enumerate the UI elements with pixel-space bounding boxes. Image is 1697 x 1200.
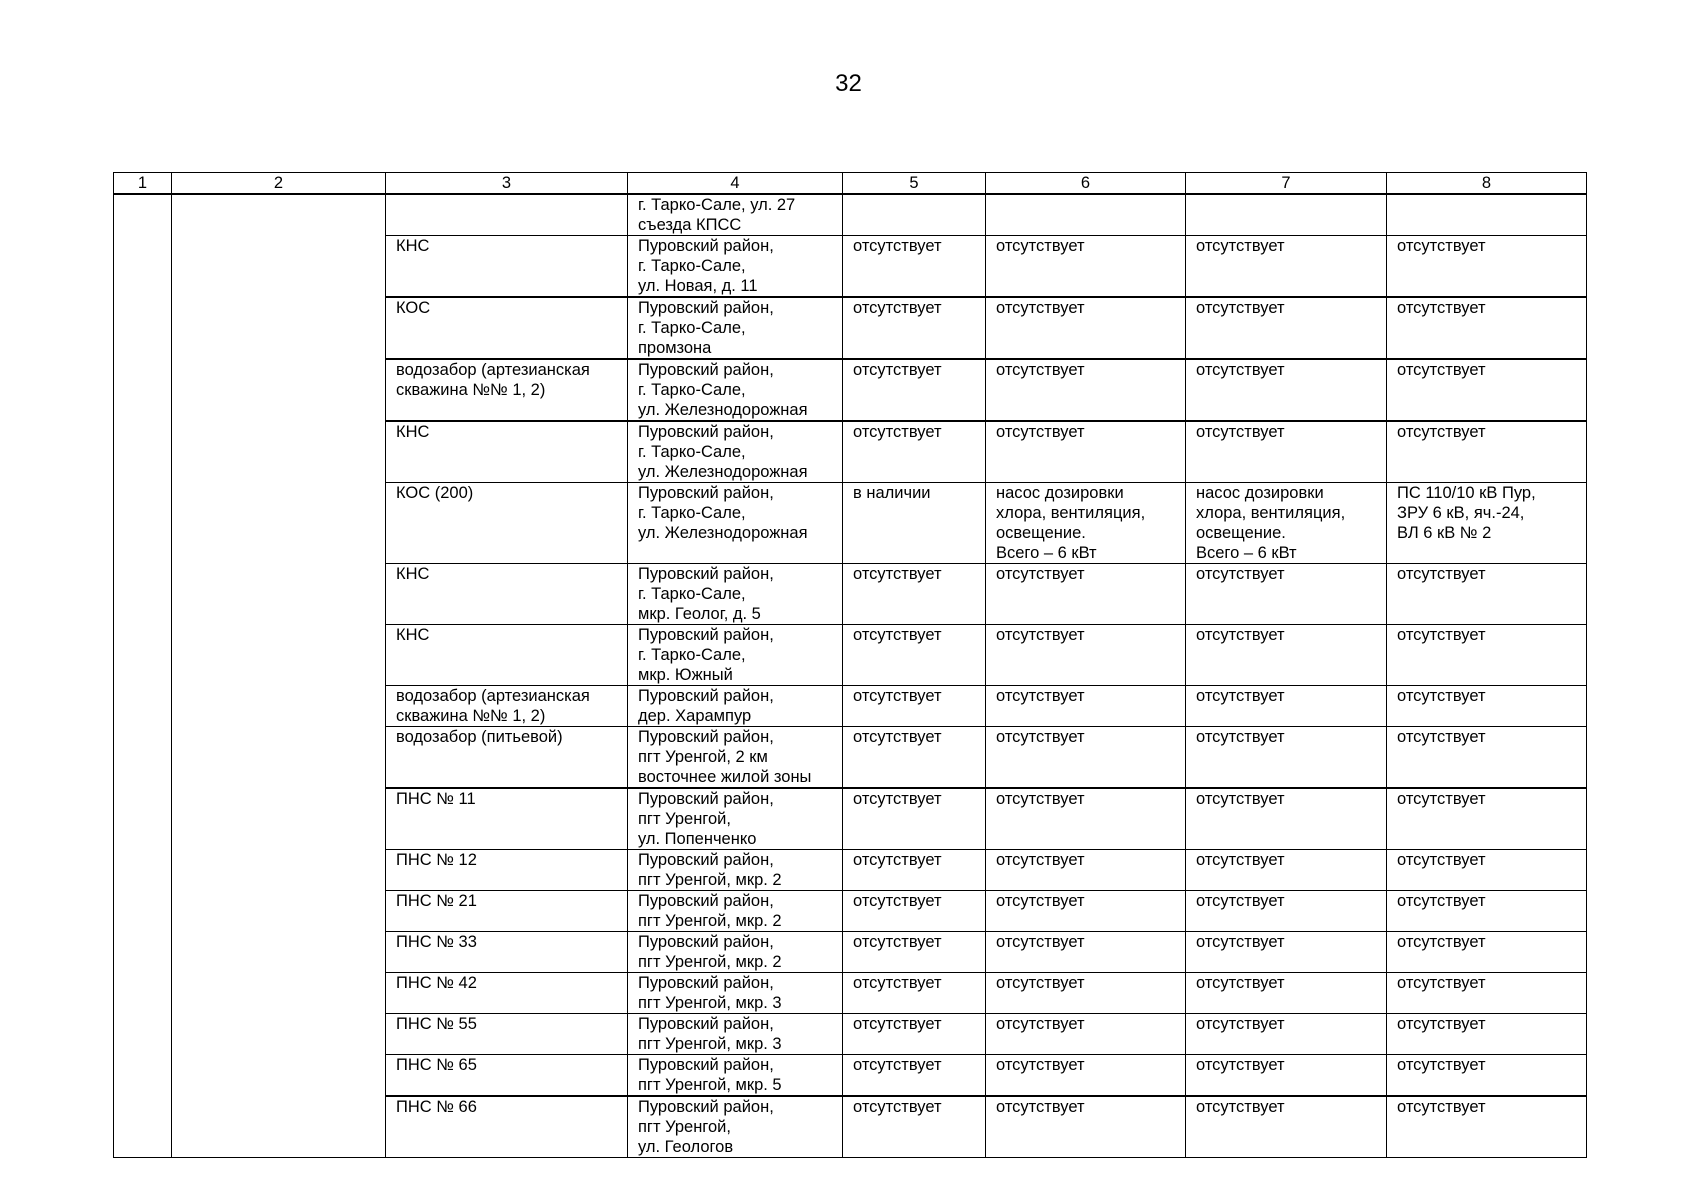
header-col-7: 7	[1186, 173, 1387, 195]
table-cell-col-3: ПНС № 66	[386, 1096, 628, 1158]
table-cell-col-7	[1186, 194, 1387, 236]
table-cell-col-6: отсутствует	[986, 973, 1186, 1014]
table-cell-col-8: отсутствует	[1387, 359, 1587, 421]
table-cell-col-4: Пуровский район, пгт Уренгой, мкр. 3	[628, 1014, 843, 1055]
table-cell-col-3: КОС (200)	[386, 483, 628, 564]
table-cell-col-4: Пуровский район, пгт Уренгой, 2 км восточнее жилой зоны	[628, 727, 843, 789]
table-cell-col-5: отсутствует	[843, 727, 986, 789]
table-cell-col-7: насос дозировки хлора, вентиляция, освещение. Всего – 6 кВт	[1186, 483, 1387, 564]
table-cell-col-8: отсутствует	[1387, 625, 1587, 686]
table-cell-col-7: отсутствует	[1186, 727, 1387, 789]
table-cell-col-7: отсутствует	[1186, 1055, 1387, 1097]
header-col-1: 1	[114, 173, 172, 195]
table-cell-col-5: отсутствует	[843, 564, 986, 625]
table-cell-col-7: отсутствует	[1186, 359, 1387, 421]
table-cell-col-5: отсутствует	[843, 1014, 986, 1055]
table-row	[114, 194, 1587, 236]
table-cell-col-4: Пуровский район, г. Тарко-Сале, промзона	[628, 297, 843, 359]
table-cell-col-3: ПНС № 42	[386, 973, 628, 1014]
table-cell-col-8: ПС 110/10 кВ Пур, ЗРУ 6 кВ, яч.-24, ВЛ 6 кВ № 2	[1387, 483, 1587, 564]
header-col-6: 6	[986, 173, 1186, 195]
table-cell-col-8: отсутствует	[1387, 236, 1587, 298]
table-cell-col-6: отсутствует	[986, 421, 1186, 483]
table-cell-col-4: Пуровский район, г. Тарко-Сале, ул. Новая, д. 11	[628, 236, 843, 298]
table-cell-col-4: Пуровский район, пгт Уренгой, ул. Попенченко	[628, 788, 843, 850]
table-cell-col-5: отсутствует	[843, 788, 986, 850]
table-cell-col-6: насос дозировки хлора, вентиляция, освещение. Всего – 6 кВт	[986, 483, 1186, 564]
table-cell-col-6: отсутствует	[986, 1096, 1186, 1158]
table-cell-col-6: отсутствует	[986, 1055, 1186, 1097]
table-cell-col-7: отсутствует	[1186, 850, 1387, 891]
table-cell-col-3: КНС	[386, 564, 628, 625]
table-body	[114, 194, 1587, 1158]
table-cell-col-4: Пуровский район, г. Тарко-Сале, ул. Железнодорожная	[628, 483, 843, 564]
header-col-5: 5	[843, 173, 986, 195]
table-cell-col-4: Пуровский район, пгт Уренгой, мкр. 5	[628, 1055, 843, 1097]
table-cell-col-8: отсутствует	[1387, 1014, 1587, 1055]
table-cell-col-7: отсутствует	[1186, 932, 1387, 973]
table-cell-col-4: Пуровский район, пгт Уренгой, мкр. 3	[628, 973, 843, 1014]
table-cell-col-5: отсутствует	[843, 686, 986, 727]
table-cell-col-5: отсутствует	[843, 850, 986, 891]
table-cell-col-6: отсутствует	[986, 1014, 1186, 1055]
table-cell-col-8: отсутствует	[1387, 727, 1587, 789]
merged-cell-col-1	[114, 194, 172, 1158]
table-cell-col-7: отсутствует	[1186, 421, 1387, 483]
table-cell-col-8	[1387, 194, 1587, 236]
table-cell-col-3: водозабор (артезианская скважина №№ 1, 2)	[386, 686, 628, 727]
page-number: 32	[835, 70, 862, 97]
table-cell-col-6: отсутствует	[986, 297, 1186, 359]
table-cell-col-4: Пуровский район, пгт Уренгой, мкр. 2	[628, 891, 843, 932]
table-cell-col-6: отсутствует	[986, 891, 1186, 932]
table-cell-col-7: отсутствует	[1186, 686, 1387, 727]
table-cell-col-3: ПНС № 11	[386, 788, 628, 850]
table-cell-col-6: отсутствует	[986, 686, 1186, 727]
table-cell-col-8: отсутствует	[1387, 973, 1587, 1014]
table-cell-col-4: Пуровский район, дер. Харампур	[628, 686, 843, 727]
table-cell-col-7: отсутствует	[1186, 973, 1387, 1014]
table-cell-col-5: отсутствует	[843, 236, 986, 298]
table-cell-col-6: отсутствует	[986, 850, 1186, 891]
table-cell-col-4: Пуровский район, пгт Уренгой, мкр. 2	[628, 932, 843, 973]
table-cell-col-3: водозабор (артезианская скважина №№ 1, 2)	[386, 359, 628, 421]
table-cell-col-7: отсутствует	[1186, 788, 1387, 850]
table-cell-col-3: ПНС № 21	[386, 891, 628, 932]
table-cell-col-5: отсутствует	[843, 421, 986, 483]
data-table	[113, 172, 1587, 1158]
table-cell-col-6: отсутствует	[986, 564, 1186, 625]
table-cell-col-6: отсутствует	[986, 236, 1186, 298]
table-cell-col-8: отсутствует	[1387, 297, 1587, 359]
table-cell-col-5: отсутствует	[843, 932, 986, 973]
table-cell-col-3: ПНС № 65	[386, 1055, 628, 1097]
table-cell-col-8: отсутствует	[1387, 564, 1587, 625]
table-cell-col-4: Пуровский район, г. Тарко-Сале, ул. Железнодорожная	[628, 359, 843, 421]
table-cell-col-5: отсутствует	[843, 625, 986, 686]
table-cell-col-3	[386, 194, 628, 236]
table-cell-col-7: отсутствует	[1186, 564, 1387, 625]
table-cell-col-3: водозабор (питьевой)	[386, 727, 628, 789]
table-cell-col-6: отсутствует	[986, 625, 1186, 686]
table-cell-col-5: отсутствует	[843, 359, 986, 421]
table-cell-col-4: Пуровский район, г. Тарко-Сале, мкр. Южный	[628, 625, 843, 686]
table-cell-col-8: отсутствует	[1387, 1055, 1587, 1097]
table-cell-col-3: КОС	[386, 297, 628, 359]
table-cell-col-3: КНС	[386, 625, 628, 686]
table-cell-col-8: отсутствует	[1387, 421, 1587, 483]
table-cell-col-7: отсутствует	[1186, 297, 1387, 359]
table-cell-col-5: отсутствует	[843, 1055, 986, 1097]
table-cell-col-5	[843, 194, 986, 236]
table-cell-col-3: ПНС № 12	[386, 850, 628, 891]
table-cell-col-8: отсутствует	[1387, 891, 1587, 932]
table-cell-col-7: отсутствует	[1186, 625, 1387, 686]
header-col-3: 3	[386, 173, 628, 195]
table-cell-col-4: г. Тарко-Сале, ул. 27 съезда КПСС	[628, 194, 843, 236]
table-cell-col-6: отсутствует	[986, 359, 1186, 421]
table-cell-col-8: отсутствует	[1387, 686, 1587, 727]
table-cell-col-3: КНС	[386, 421, 628, 483]
header-row	[114, 173, 1587, 195]
table-cell-col-6: отсутствует	[986, 788, 1186, 850]
table-cell-col-6: отсутствует	[986, 932, 1186, 973]
table-cell-col-5: отсутствует	[843, 297, 986, 359]
table-cell-col-5: в наличии	[843, 483, 986, 564]
table-cell-col-6	[986, 194, 1186, 236]
table-cell-col-8: отсутствует	[1387, 932, 1587, 973]
table-cell-col-7: отсутствует	[1186, 1096, 1387, 1158]
table-cell-col-3: ПНС № 55	[386, 1014, 628, 1055]
table-cell-col-5: отсутствует	[843, 891, 986, 932]
table-cell-col-3: КНС	[386, 236, 628, 298]
table-cell-col-5: отсутствует	[843, 1096, 986, 1158]
table-cell-col-8: отсутствует	[1387, 788, 1587, 850]
table-cell-col-7: отсутствует	[1186, 891, 1387, 932]
table-cell-col-8: отсутствует	[1387, 850, 1587, 891]
table-cell-col-4: Пуровский район, г. Тарко-Сале, ул. Железнодорожная	[628, 421, 843, 483]
table-cell-col-6: отсутствует	[986, 727, 1186, 789]
table-cell-col-3: ПНС № 33	[386, 932, 628, 973]
table-cell-col-8: отсутствует	[1387, 1096, 1587, 1158]
header-col-4: 4	[628, 173, 843, 195]
merged-cell-col-2	[172, 194, 386, 1158]
table-cell-col-7: отсутствует	[1186, 236, 1387, 298]
table-cell-col-5: отсутствует	[843, 973, 986, 1014]
header-col-2: 2	[172, 173, 386, 195]
table-cell-col-7: отсутствует	[1186, 1014, 1387, 1055]
table-cell-col-4: Пуровский район, г. Тарко-Сале, мкр. Геолог, д. 5	[628, 564, 843, 625]
table-cell-col-4: Пуровский район, пгт Уренгой, ул. Геологов	[628, 1096, 843, 1158]
table-header	[114, 173, 1587, 195]
table-cell-col-4: Пуровский район, пгт Уренгой, мкр. 2	[628, 850, 843, 891]
header-col-8: 8	[1387, 173, 1587, 195]
